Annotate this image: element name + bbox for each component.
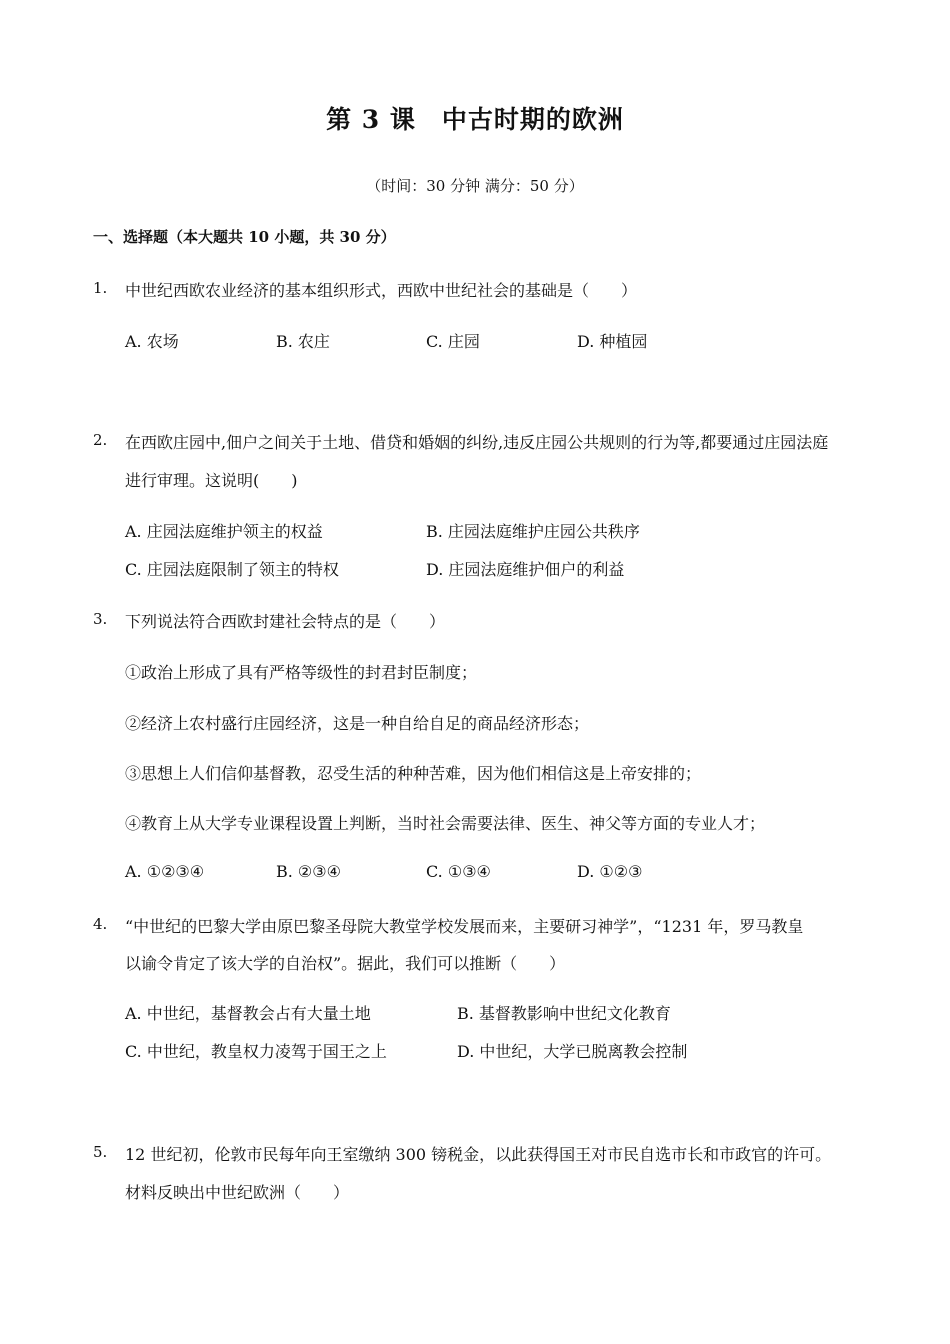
option-a[interactable]: A. 农场 bbox=[125, 332, 179, 351]
option-d[interactable]: D. 种植园 bbox=[577, 332, 648, 351]
option-a[interactable]: A. 庄园法庭维护领主的权益 bbox=[125, 522, 323, 541]
question-text: “中世纪的巴黎大学由原巴黎圣母院大教堂学校发展而来，主要研习神学”，“1231 年，罗马教皇 bbox=[125, 917, 804, 936]
option-c[interactable]: C. 中世纪，教皇权力凌驾于国王之上 bbox=[125, 1042, 387, 1061]
question-number: 2. bbox=[93, 431, 108, 449]
option-a[interactable]: A. ①②③④ bbox=[125, 862, 205, 881]
question-text: 材料反映出中世纪欧洲（ ） bbox=[125, 1183, 350, 1202]
question-text: 以谕令肯定了该大学的自治权”。据此，我们可以推断（ ） bbox=[125, 954, 566, 973]
page-title: 第 3 课 中古时期的欧洲 bbox=[326, 105, 624, 134]
statement: ①政治上形成了具有严格等级性的封君封臣制度； bbox=[125, 663, 478, 682]
option-c[interactable]: C. 庄园 bbox=[426, 332, 480, 351]
option-c[interactable]: C. ①③④ bbox=[426, 862, 491, 881]
option-b[interactable]: B. 农庄 bbox=[276, 332, 330, 351]
statement: ③思想上人们信仰基督教，忍受生活的种种苦难，因为他们相信这是上帝安排的； bbox=[125, 764, 702, 783]
question-text: 中世纪西欧农业经济的基本组织形式，西欧中世纪社会的基础是（ ） bbox=[125, 281, 638, 300]
option-d[interactable]: D. 庄园法庭维护佃户的利益 bbox=[426, 560, 625, 579]
question-text: 12 世纪初，伦敦市民每年向王室缴纳 300 镑税金，以此获得国王对市民自选市长和市政官的许可。 bbox=[125, 1145, 832, 1164]
exam-info: （时间：30 分钟 满分：50 分） bbox=[366, 177, 584, 195]
option-d[interactable]: D. ①②③ bbox=[577, 862, 643, 881]
question-text: 进行审理。这说明( ) bbox=[125, 471, 298, 490]
option-c[interactable]: C. 庄园法庭限制了领主的特权 bbox=[125, 560, 339, 579]
option-b[interactable]: B. 基督教影响中世纪文化教育 bbox=[457, 1004, 671, 1023]
option-a[interactable]: A. 中世纪，基督教会占有大量土地 bbox=[125, 1004, 371, 1023]
section-heading: 一、选择题（本大题共 10 小题，共 30 分） bbox=[93, 228, 396, 246]
statement: ④教育上从大学专业课程设置上判断，当时社会需要法律、医生、神父等方面的专业人才； bbox=[125, 814, 766, 833]
question-number: 3. bbox=[93, 610, 108, 628]
statement: ②经济上农村盛行庄园经济，这是一种自给自足的商品经济形态； bbox=[125, 714, 590, 733]
question-text: 下列说法符合西欧封建社会特点的是（ ） bbox=[125, 612, 446, 631]
question-number: 1. bbox=[93, 279, 108, 297]
question-number: 4. bbox=[93, 915, 108, 933]
option-b[interactable]: B. ②③④ bbox=[276, 862, 341, 881]
option-d[interactable]: D. 中世纪，大学已脱离教会控制 bbox=[457, 1042, 688, 1061]
question-number: 5. bbox=[93, 1143, 108, 1161]
question-text: 在西欧庄园中,佃户之间关于土地、借贷和婚姻的纠纷,违反庄园公共规则的行为等,都要通过庄园法庭 bbox=[125, 433, 829, 452]
option-b[interactable]: B. 庄园法庭维护庄园公共秩序 bbox=[426, 522, 640, 541]
